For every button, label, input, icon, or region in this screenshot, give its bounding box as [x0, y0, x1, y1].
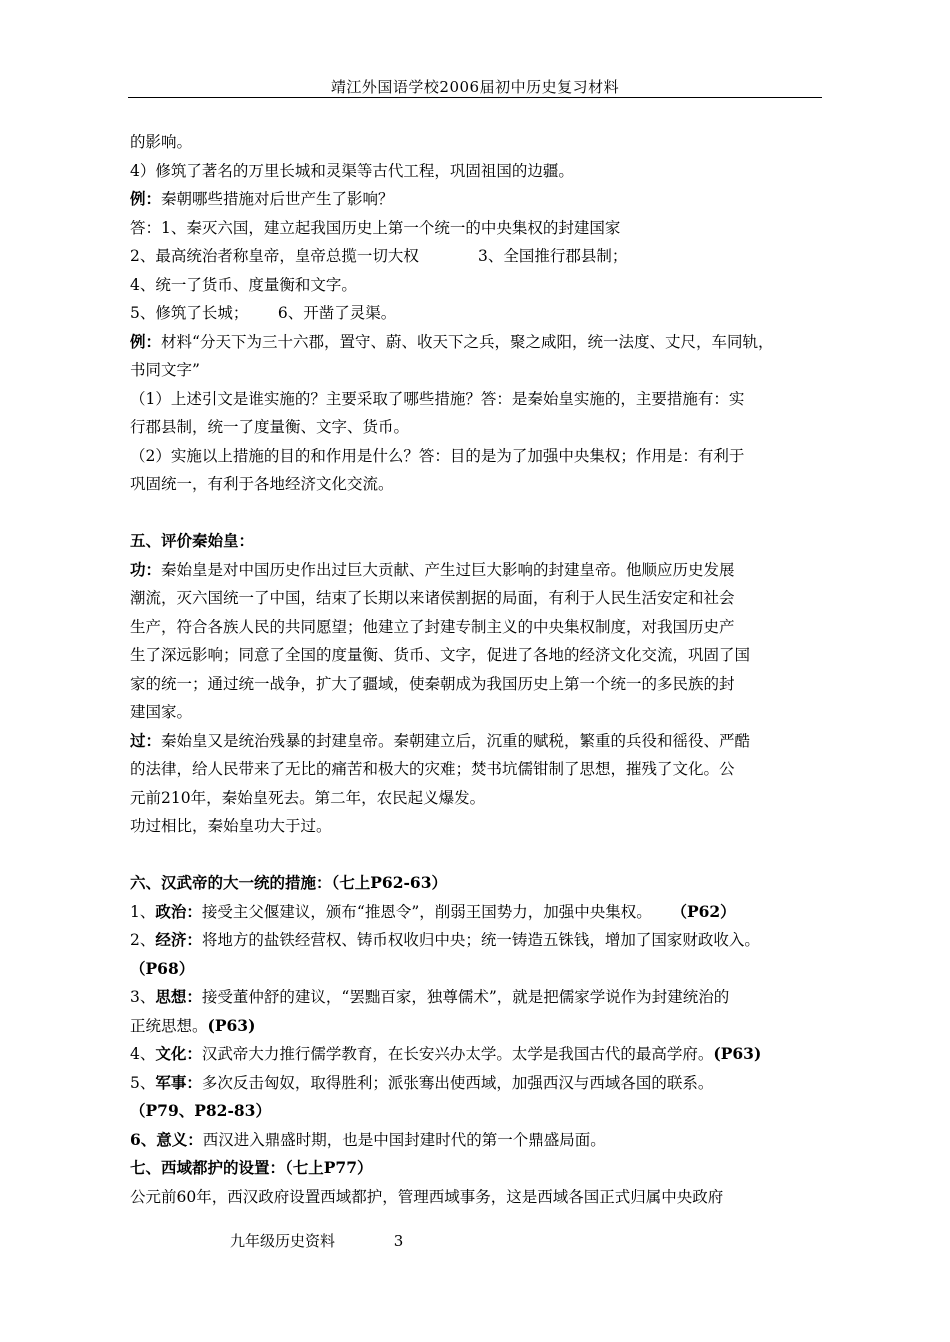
text-line: [130, 556, 824, 585]
line-text: 材料“分天下为三十六郡，置守、蔚、收天下之兵，聚之咸阳，统一法度、丈尺，车同轨，: [161, 332, 774, 351]
text-line: [130, 584, 824, 613]
text-line: [130, 812, 824, 841]
line-text: 将地方的盐铁经营权、铸币权收归中央；统一铸造五铢钱，增加了国家财政收入。: [201, 931, 760, 949]
line-text: 接受主父偃建议，颁布“推恩令”，削弱王国势力，加强中央集权。: [201, 902, 672, 921]
line-text: 接受董仲舒的建议，“罢黜百家，独尊儒术”，就是把儒家学说作为封建统治的: [201, 988, 730, 1006]
bold-label: 6、意义：: [130, 1129, 203, 1149]
line-text: 巩固统一，有利于各地经济文化交流。: [130, 475, 394, 493]
document-body: [130, 128, 824, 1211]
text-line: [130, 470, 824, 499]
text-line: [130, 983, 824, 1012]
bold-label: 军事：: [155, 1072, 202, 1092]
text-line: [130, 698, 824, 727]
line-text: 秦朝哪些措施对后世产生了影响？: [161, 190, 394, 208]
text-line: [130, 157, 824, 186]
page-reference: （P62）: [671, 901, 736, 921]
text-line: [130, 727, 824, 756]
text-line: [130, 527, 824, 556]
text-line: [130, 242, 824, 271]
bold-label: 文化：: [155, 1044, 202, 1063]
line-text: 建国家。: [130, 703, 193, 721]
line-text: （1）上述引文是谁实施的？主要采取了哪些措施？答：是秦始皇实施的，主要措施有：实: [130, 389, 745, 408]
text-line: [130, 755, 824, 784]
line-text: 潮流，灭六国统一了中国，结束了长期以来诸侯割据的局面，有利于人民生活安定和社会: [130, 589, 735, 607]
line-text: 书同文字”: [130, 361, 200, 379]
text-line: [130, 1012, 824, 1041]
text-line: [130, 442, 824, 471]
bold-label: 政治：: [155, 901, 202, 921]
line-text: 多次反击匈奴，取得胜利；派张骞出使西域，加强西汉与西域各国的联系。: [201, 1073, 714, 1092]
text-line: [130, 385, 824, 414]
line-text: 的法律，给人民带来了无比的痛苦和极大的灾难；焚书坑儒钳制了思想，摧残了文化。公: [130, 760, 735, 778]
text-line: [130, 926, 824, 955]
line-text: 元前210年，秦始皇死去。第二年，农民起义爆发。: [130, 788, 486, 807]
line-text: 答：1、秦灭六国，建立起我国历史上第一个统一的中央集权的封建国家: [130, 218, 621, 237]
line-text: 4、统一了货币、度量衡和文字。: [130, 275, 357, 294]
line-text: 西汉进入鼎盛时期，也是中国封建时代的第一个鼎盛局面。: [202, 1130, 606, 1149]
line-text: 家的统一；通过统一战争，扩大了疆域，使秦朝成为我国历史上第一个统一的多民族的封: [130, 674, 735, 693]
text-line: [130, 1040, 824, 1069]
line-text: 公元前60年，西汉政府设置西域都护，管理西域事务，这是西域各国正式归属中央政府: [130, 1187, 724, 1206]
text-line: [130, 413, 824, 442]
line-text: 秦始皇又是统治残暴的封建皇帝。秦朝建立后，沉重的赋税，繁重的兵役和徭役、严酷: [161, 731, 751, 750]
header-divider: [128, 97, 822, 98]
line-prefix: 5、: [130, 1073, 156, 1092]
bold-label: 功：: [130, 559, 162, 579]
page-header: 靖江外国语学校2006届初中历史复习材料: [330, 78, 620, 96]
bold-label: 思想：: [155, 987, 202, 1006]
bold-label: 五、评价秦始皇：: [130, 531, 255, 550]
line-prefix: 1、: [130, 902, 156, 921]
text-line: [130, 1069, 824, 1098]
text-line: [130, 356, 824, 385]
line-text: 生产，符合各族人民的共同愿望；他建立了封建专制主义的中央集权制度，对我国历史产: [130, 617, 735, 636]
line-text: 功过相比，秦始皇功大于过。: [130, 817, 332, 835]
bold-label: 六、汉武帝的大一统的措施：（七上P62-63）: [130, 873, 447, 892]
line-text: 4）修筑了著名的万里长城和灵渠等古代工程，巩固祖国的边疆。: [130, 161, 574, 180]
text-line: [130, 1183, 824, 1212]
text-line: [130, 271, 824, 300]
text-line: [130, 299, 824, 328]
text-line: [130, 613, 824, 642]
page-number: 3: [393, 1232, 404, 1250]
page-footer: [230, 1230, 403, 1251]
text-line: [130, 898, 824, 927]
line-prefix: 4、: [130, 1045, 156, 1063]
line-text: 正统思想。: [130, 1016, 208, 1035]
text-line: [130, 869, 824, 898]
bold-label: 过：: [130, 730, 162, 750]
text-line: [130, 1126, 824, 1155]
bold-label: 例：: [130, 331, 162, 351]
bold-label: 例：: [130, 189, 162, 208]
text-line: [130, 784, 824, 813]
bold-label: （P79、P82-83）: [130, 1101, 271, 1120]
text-line: [130, 185, 824, 214]
blank-line: [130, 841, 824, 870]
blank-line: [130, 499, 824, 528]
text-line: [130, 641, 824, 670]
text-line: [130, 128, 824, 157]
bold-label: 七、西域都护的设置：（七上P77）: [130, 1158, 373, 1177]
bold-label: 经济：: [155, 930, 202, 949]
line-text: 汉武帝大力推行儒学教育，在长安兴办太学。太学是我国古代的最高学府。: [201, 1045, 714, 1063]
line-text: 生了深远影响；同意了全国的度量衡、货币、文字，促进了各地的经济文化交流，巩固了国: [130, 646, 751, 664]
line-text: 的影响。: [130, 133, 193, 151]
text-line: [130, 328, 824, 357]
line-text: （2）实施以上措施的目的和作用是什么？答：目的是为了加强中央集权；作用是：有利于: [130, 446, 745, 465]
text-line: [130, 955, 824, 984]
line-text: 秦始皇是对中国历史作出过巨大贡献、产生过巨大影响的封建皇帝。他顺应历史发展: [161, 560, 735, 579]
page-reference: (P63): [713, 1044, 762, 1063]
text-line: [130, 1154, 824, 1183]
page-reference: (P63): [207, 1015, 256, 1035]
line-prefix: 2、: [130, 931, 156, 949]
line-text: 行郡县制，统一了度量衡、文字、货币。: [130, 418, 410, 436]
text-line: [130, 1097, 824, 1126]
line-prefix: 3、: [130, 988, 156, 1006]
line-text: 5、修筑了长城； 6、开凿了灵渠。: [130, 304, 397, 322]
text-line: [130, 214, 824, 243]
footer-label: 九年级历史资料: [230, 1232, 336, 1250]
text-line: [130, 670, 824, 699]
bold-label: （P68）: [130, 958, 195, 978]
line-text: 2、最高统治者称皇帝，皇帝总揽一切大权 3、全国推行郡县制；: [130, 247, 628, 265]
